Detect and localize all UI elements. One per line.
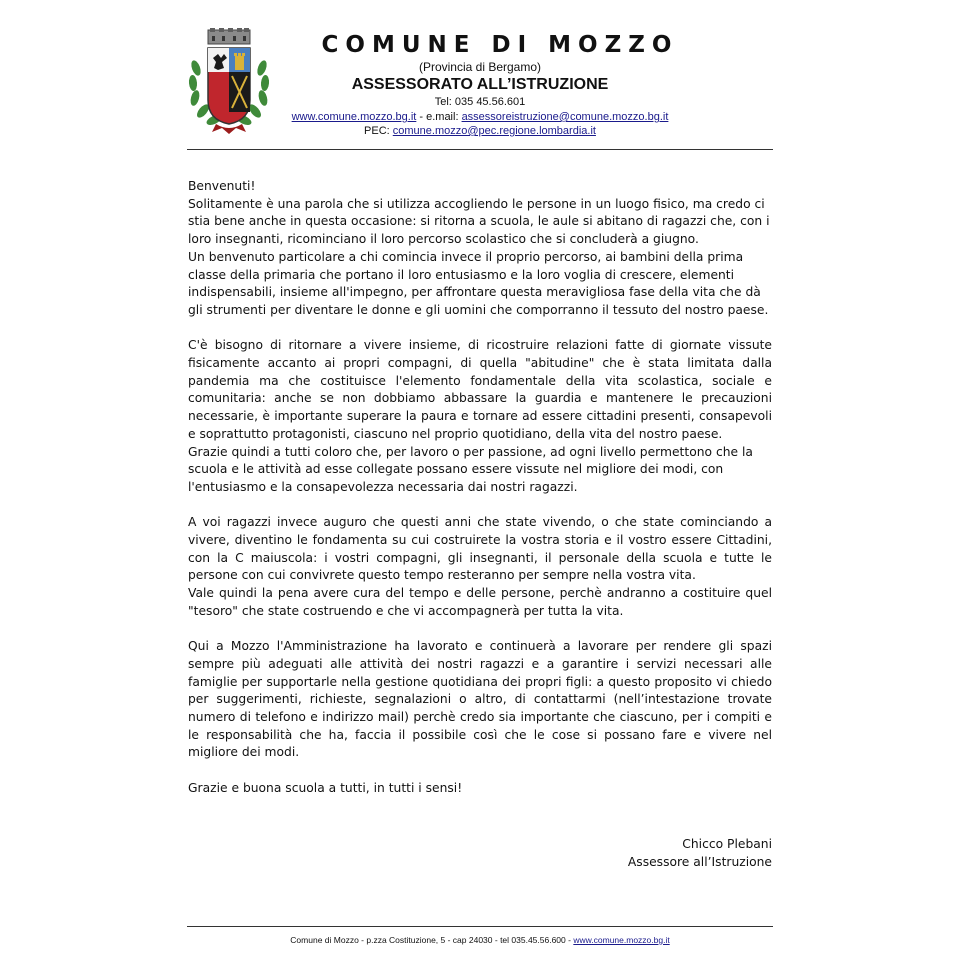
letter-paragraph: Qui a Mozzo l'Amministrazione ha lavorato e continuerà a lavorare per rendere gli spazi sempre più adeguati alle attività dei nostri ragazzi e a garantire i servizi necessari alle famiglie per supportarle nella gestione quotidiana dei propri figli: a questo proposito vi chiedo per suggerimenti, richieste, segnalazioni o altro, di contattarmi (nell’intestazione trovate numero di telefono e indirizzo mail) perchè credo sia importante che ciascuno, per i compiti e le responsabilità che ha, faccia il possibile così che le cose si possano fare e vivere nel migliore dei modi. [188, 639, 772, 760]
municipality-name: COMUNE DI MOZZO [321, 32, 679, 58]
pec-line [280, 124, 680, 138]
letterhead-text [280, 30, 680, 138]
office-title: ASSESSORATO ALL’ISTRUZIONE [351, 76, 609, 93]
email-link[interactable]: assessoreistruzione@comune.mozzo.bg.it [461, 111, 669, 123]
letter-paragraph: Un benvenuto particolare a chi comincia invece il proprio percorso, ai bambini della prima classe della primaria che portano il loro entusiasmo e la loro voglia di crescere, elementi indispensabili, insieme all'impegno, per affrontare questa meravigliosa fase della vita che dà gli strumenti per diventare le donne e gli uomini che comporranno il tessuto del nostro paese. [188, 249, 769, 317]
email-label: - e.mail: [416, 111, 462, 123]
letter-greeting: Benvenuti! [188, 179, 256, 193]
municipal-coat-of-arms-icon [186, 28, 272, 136]
letter-paragraph: Solitamente è una parola che si utilizza accogliendo le persone in un luogo fisico, ma credo ci stia bene anche in questa occasione: si ritorna a scuola, le aule si abitano di ragazzi che, con i loro insegnanti, ricominciano il loro percorso scolastico che si concluderà a giugno. [188, 196, 770, 247]
letter-paragraph: Grazie quindi a tutti coloro che, per lavoro o per passione, ad ogni livello permettono che la scuola e le attività ad esse collegate possano essere vissute nel migliore dei modi, con l'entusiasmo e la consapevolezza necessaria dai nostri ragazzi. [188, 444, 753, 494]
letter-paragraph: A voi ragazzi invece auguro che questi anni che state vivendo, o che state cominciando a vivere, diventino le fondamenta su cui costruirete la vostra storia e il vostro essere Cittadini, con la C maiuscola: i vostri compagni, gli insegnanti, il personale della scuola e tutte le persone con cui convivrete questo tempo resteranno per sempre nella vostra vita. [188, 515, 772, 583]
letter-paragraph: C'è bisogno di ritornare a vivere insieme, di ricostruire relazioni fatte di giornate vissute fisicamente accanto ai propri compagni, di quella "abitudine" che è stata limitata dalla pandemia ma che costituisce l'elemento fondamentale della vita scolastica, sociale e comunitaria: anche se non dobbiamo abbassare la guardia e mantenere le precauzioni necessarie, è importante superare la paura e tornare ad essere cittadini presenti, consapevoli e soprattutto protagonisti, ciascuno nel proprio quotidiano, della vita del nostro paese. [188, 338, 772, 441]
pec-link[interactable]: comune.mozzo@pec.regione.lombardia.it [392, 125, 596, 137]
letter-closing: Grazie e buona scuola a tutti, in tutti i sensi! [188, 780, 463, 795]
letter-body [188, 178, 772, 798]
footer [187, 935, 773, 945]
letterhead [0, 0, 960, 150]
header-divider [187, 149, 773, 150]
signatory-role: Assessore all’Istruzione [627, 855, 772, 869]
letter-paragraph: Vale quindi la pena avere cura del tempo e delle persone, perchè andranno a costituire quel "tesoro" che state costruendo e che vi accompagnerà per tutta la vita. [188, 586, 772, 618]
website-link[interactable]: www.comune.mozzo.bg.it [291, 111, 417, 123]
province-label: (Provincia di Bergamo) [418, 60, 542, 74]
footer-address: Comune di Mozzo - p.zza Costituzione, 5 - cap 24030 - tel 035.45.56.600 - [290, 935, 574, 945]
footer-website-link[interactable]: www.comune.mozzo.bg.it [573, 935, 670, 945]
signatory-name: Chicco Plebani [682, 837, 772, 851]
signature-block [628, 835, 772, 871]
footer-divider [187, 926, 773, 927]
contact-line [280, 110, 680, 124]
pec-label: PEC: [364, 125, 393, 137]
telephone-number: Tel: 035 45.56.601 [434, 96, 526, 108]
